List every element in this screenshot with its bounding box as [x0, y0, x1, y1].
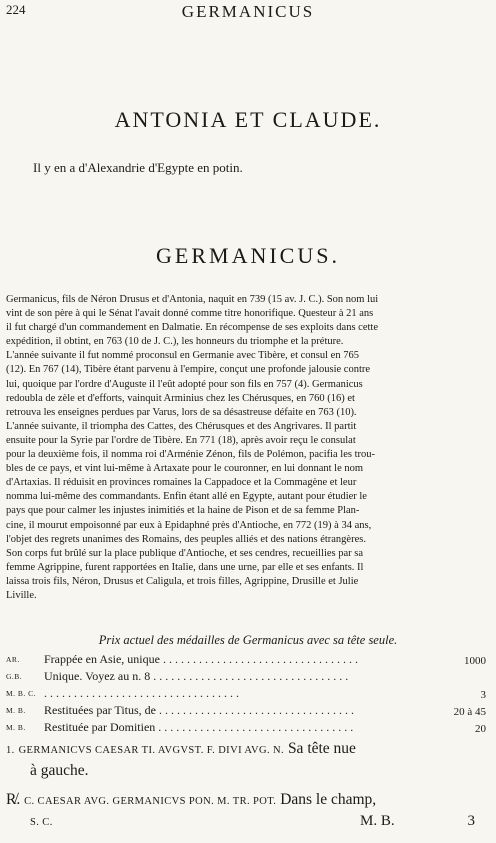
bio-line: d'Artaxias. Il réduisit en provinces romaines la Cappadoce et la Commagène et leur: [6, 477, 357, 489]
reverse-details: [30, 813, 485, 830]
coin-description: Sa tête nue: [287, 740, 356, 757]
sc-mark: S. C.: [30, 817, 53, 828]
price-row: [6, 686, 486, 703]
bio-line: expédition, il obtint, en 763 (10 de J. C.), les honneurs du triomphe et la préture.: [6, 336, 344, 348]
price-description: Frappée en Asie, unique . . . . . . . . . . . . . . . . . . . . . . . . . . . . . . . . .: [44, 652, 358, 666]
module-mark: M. B.: [360, 813, 395, 829]
price-row: [6, 652, 486, 669]
bio-line: laissa trois fils, Néron, Drusus et Caligula, et trois filles, Agrippine, Drusille et Julie: [6, 575, 359, 587]
coin-description-cont: à gauche.: [30, 762, 89, 779]
prices-heading: Prix actuel des médailles de Germanicus avec sa tête seule.: [98, 633, 398, 647]
reverse-legend: C. CAESAR AVG. GERMANICVS PON. M. TR. POT.: [24, 796, 277, 807]
price-description: . . . . . . . . . . . . . . . . . . . . . . . . . . . . . . . . .: [44, 686, 239, 700]
price-value: 3: [480, 689, 486, 701]
page-number: 224: [6, 2, 26, 17]
bio-line: femme Agrippine, furent rapportées en Italie, dans une urne, par elle et ses enfants. Il: [6, 561, 364, 573]
coin-value: 3: [467, 813, 475, 829]
section-note: Il y en a d'Alexandrie d'Egypte en potin.: [33, 160, 243, 175]
price-code: AR.: [6, 655, 20, 664]
price-description: Restituées par Titus, de . . . . . . . . . . . . . . . . . . . . . . . . . . . . . . . . .: [44, 703, 355, 717]
price-code: G.B.: [6, 672, 23, 681]
price-row: [6, 669, 486, 686]
coin-entry-reverse: [6, 791, 376, 809]
bio-line: Germanicus, fils de Néron Drusus et d'Antonia, naquit en 739 (15 av. J. C.). Son nom lui: [6, 294, 379, 305]
bio-line: nomma lui-même des commandants. Enfin étant allé en Egypte, autant pour étudier le: [6, 491, 367, 503]
bio-line: retrouva les enseignes perdues par Varus, lors de sa désastreuse défaite en 763 (10).: [6, 406, 357, 418]
bio-line: Liville.: [6, 589, 37, 601]
price-code: M. B. C.: [6, 689, 37, 698]
bio-line: pour la deuxième fois, il nomma roi d'Arménie Zénon, fils de Polémon, pacifia les trou-: [6, 449, 376, 461]
price-description: Unique. Voyez au n. 8 . . . . . . . . . . . . . . . . . . . . . . . . . . . . . . . . .: [44, 669, 349, 683]
bio-line: vint de son père à qui le Sénat l'avait donné comme titre honorifique. Questeur à 21 ans: [6, 308, 374, 320]
price-row: [6, 720, 486, 737]
bio-line: ensuite pour la Syrie par l'ordre de Tibère. En 771 (18), après avoir reçu le consulat: [6, 434, 356, 446]
price-value: 1000: [464, 655, 486, 667]
bio-line: L'année suivante, il triompha des Cattes, des Chérusques et des Angrivares. Il partit: [6, 420, 357, 432]
bio-line: redoubla de zèle et d'efforts, vainquit Arminius chez les Chérusques, en 760 (16) et: [6, 392, 355, 404]
biography-paragraph: [6, 293, 484, 603]
section-title-germanicus: GERMANICUS.: [156, 243, 340, 268]
bio-line: Son corps fut brûlé sur la place publique d'Antioche, et ses cendres, recueillies par sa: [6, 547, 364, 559]
coin-number: 1.: [6, 745, 15, 756]
bio-line: bles de ce pays, et vint lui-même à Artaxate pour le couronner, en lui donnant le nom: [6, 463, 364, 475]
coin-entry-1: [6, 740, 356, 758]
running-title: GERMANICUS: [181, 2, 315, 21]
bio-line: L'année suivante il fut nommé proconsul en Germanie avec Tibère, et consul en 765: [6, 350, 359, 362]
price-description: Restituée par Domitien . . . . . . . . . . . . . . . . . . . . . . . . . . . . . . . . .: [44, 720, 354, 734]
coin-legend: GERMANICVS CAESAR TI. AVGVST. F. DIVI AVG. N.: [18, 745, 285, 756]
price-value: 20: [475, 723, 486, 735]
bio-line: il fut chargé d'un commandement en Dalmatie. En récompense de ses exploits dans cette: [6, 322, 378, 334]
section-title-antonia-claude: ANTONIA ET CLAUDE.: [114, 107, 382, 132]
reverse-description: Dans le champ,: [280, 791, 377, 808]
bio-line: pays que pour calmer les injustes inimitiés et la haine de Pison et de sa femme Plan-: [6, 505, 360, 517]
price-value: 20 à 45: [453, 706, 486, 718]
bio-line: cine, il mourut empoisonné par eux à Epidaphné près d'Antioche, en 772 (19) à 34 ans,: [6, 519, 372, 531]
price-code: M. B.: [6, 723, 26, 732]
bio-line: l'objet des regrets unanimes des Romains, des peuples alliés et des nations étrangères.: [6, 533, 366, 545]
bio-line: lui, quoique par l'ordre d'Auguste il l'eût adopté pour son fils en 757 (4). Germanicus: [6, 378, 363, 390]
price-code: M. B.: [6, 706, 26, 715]
price-list: [6, 652, 486, 737]
price-row: [6, 703, 486, 720]
bio-line: (12). En 767 (14), Tibère étant parvenu à l'empire, conçut une profonde jalousie contre: [6, 364, 371, 376]
reverse-mark: R̸.: [6, 791, 21, 808]
